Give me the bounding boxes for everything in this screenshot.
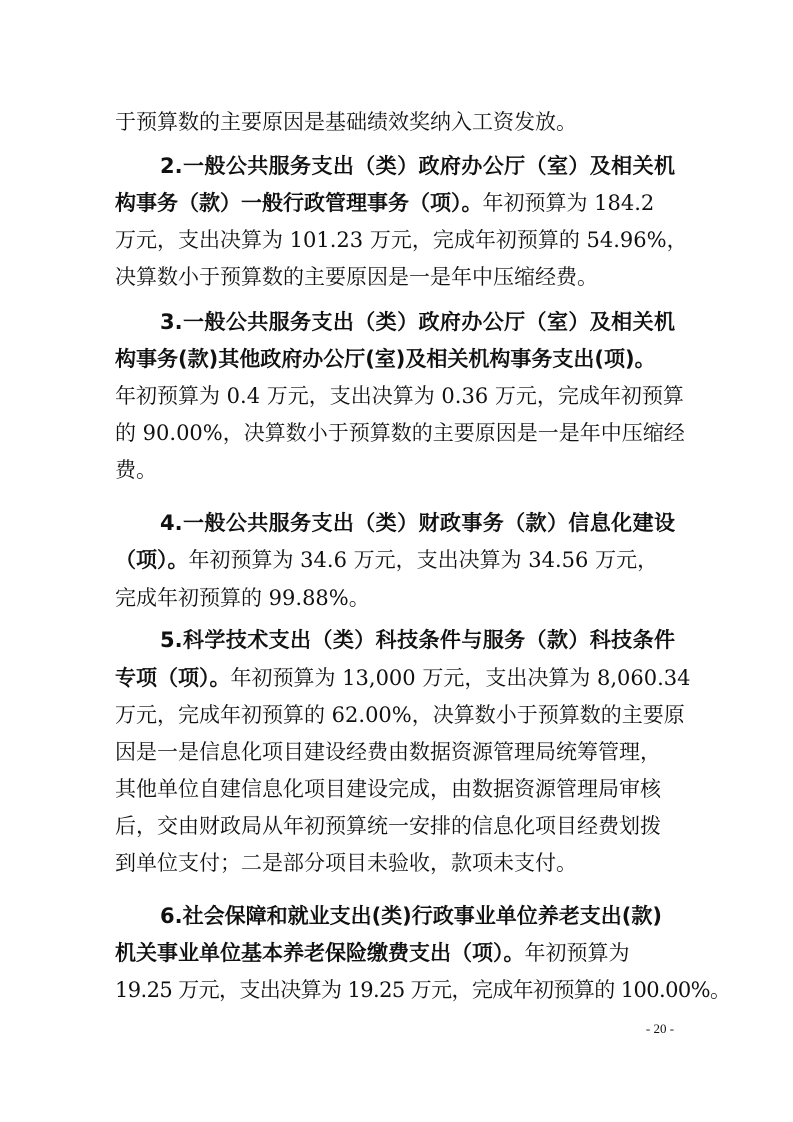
paragraph-5-line-3: 万元，完成年初预算的 62.00%，决算数小于预算数的主要原 [115,703,685,727]
paragraph-3-heading-line-2: 构事务(款)其他政府办公厅(室)及相关机构事务支出(项)。 [115,347,656,371]
paragraph-5-line-6: 后，交由财政局从年初预算统一安排的信息化项目经费划拨 [115,814,661,838]
paragraph-4-heading-line-2: （项）。 [115,548,189,572]
paragraph-6-text-line-2: 年初预算为 [524,941,630,965]
paragraph-2-line-4: 决算数小于预算数的主要原因是一是年中压缩经费。 [115,265,598,289]
paragraph-3-line-4: 的 90.00%，决算数小于预算数的主要原因是一是年中压缩经 [115,421,685,445]
paragraph-2-line-2 [115,185,675,221]
paragraph-5-line-4: 因是一是信息化项目建设经费由数据资源管理局统筹管理， [115,740,661,764]
paragraph-2-heading-line-1: 2.一般公共服务支出（类）政府办公厅（室）及相关机 [160,154,675,178]
paragraph-4-heading-line-1: 4.一般公共服务支出（类）财政事务（款）信息化建设 [160,511,675,535]
paragraph-6-heading-line-2: 机关事业单位基本养老保险缴费支出（项）。 [115,941,525,965]
paragraph-6-heading-line-1: 6.社会保障和就业支出(类)行政事业单位养老支出(款) [160,904,662,928]
paragraph-5-heading-line-1: 5.科学技术支出（类）科技条件与服务（款）科技条件 [160,628,675,652]
paragraph-3-line-3: 年初预算为 0.4 万元，支出决算为 0.36 万元，完成年初预算 [115,384,684,408]
paragraph-6-line-3: 19.25 万元，支出决算为 19.25 万元，完成年初预算的 100.00%。 [115,978,731,1002]
paragraph-1-line-1: 于预算数的主要原因是基础绩效奖纳入工资发放。 [115,110,577,134]
paragraph-3-line-5: 费。 [115,458,157,482]
paragraph-4-line-2 [115,542,675,578]
paragraph-3-heading-line-1: 3.一般公共服务支出（类）政府办公厅（室）及相关机 [160,310,675,334]
paragraph-2-text-line-2: 年初预算为 184.2 [482,191,655,215]
paragraph-4-line-3: 完成年初预算的 99.88%。 [115,586,370,610]
page-number: - 20 - [645,1021,675,1036]
paragraph-5-heading-line-2: 专项（项）。 [115,666,231,690]
paragraph-5-text-line-2: 年初预算为 13,000 万元，支出决算为 8,060.34 [230,666,691,690]
paragraph-5-line-7: 到单位支付；二是部分项目未验收，款项未支付。 [115,851,577,875]
paragraph-5-line-5: 其他单位自建信息化项目建设完成，由数据资源管理局审核 [115,777,661,801]
paragraph-4-text-line-2: 年初预算为 34.6 万元，支出决算为 34.56 万元， [188,548,659,572]
paragraph-2-line-3: 万元，支出决算为 101.23 万元，完成年初预算的 54.96%， [115,228,688,252]
paragraph-5-line-2 [115,660,691,696]
paragraph-2-heading-line-2: 构事务（款）一般行政管理事务（项）。 [115,191,483,215]
paragraph-6-line-2 [115,935,675,971]
